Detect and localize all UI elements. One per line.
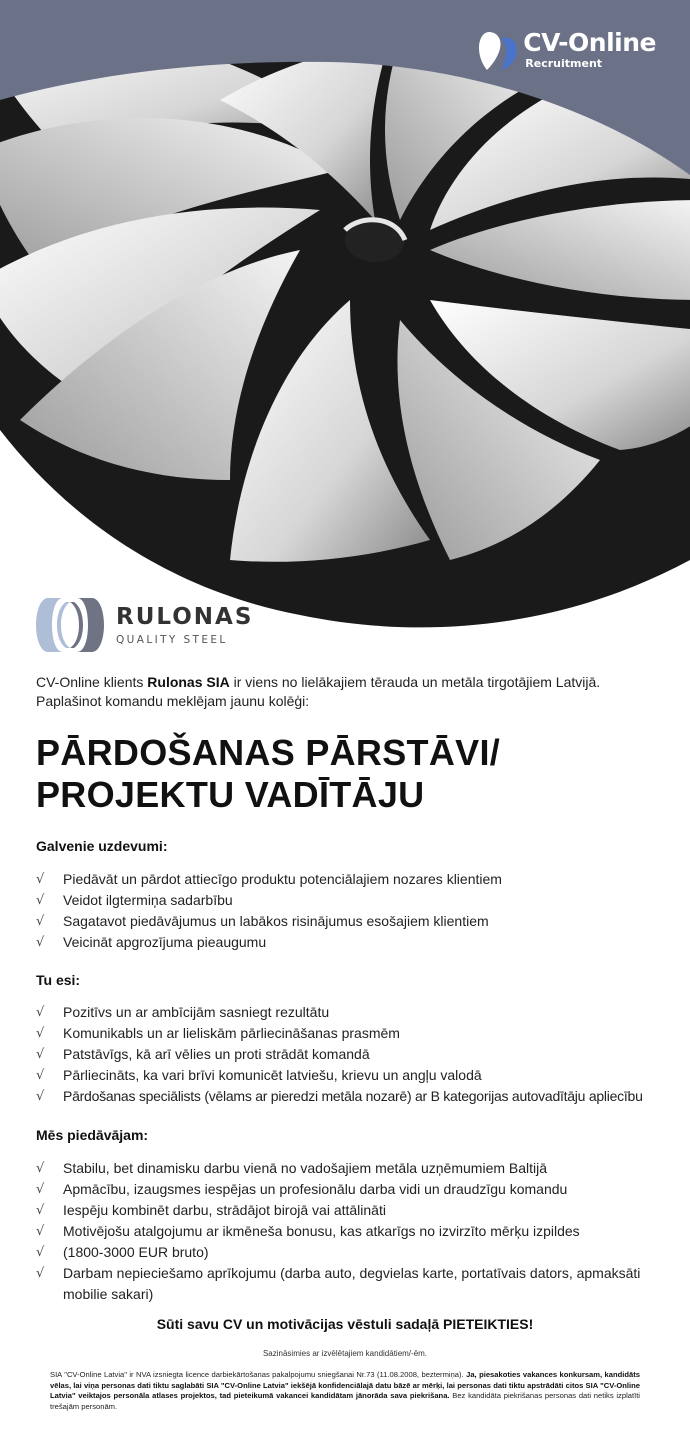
list-item: √ Veicināt apgrozījuma pieaugumu <box>36 932 676 953</box>
check-icon: √ <box>36 935 45 950</box>
check-icon: √ <box>36 872 45 887</box>
legal-notice: SIA "CV-Online Latvia" ir NVA izsniegta licence darbiekārtošanas pakalpojumu sniegšanai Nr.73 (11.08.2008, beztermiņa). Ja, piesakoties vakances konkursam, kandidāts vēlas, lai viņa personas dati tiktu saglabāti SIA "CV-Online Latvia" iekšējā konfidenciālajā datu bāzē ar mērķi, lai personas dati tiktu apstrādāti citos SIA "CV-Online Latvia" veiktajos personāla atlases projektos, tad pieteikumā vakancei kandidātam jānorāda sava piekrišana. Bez kandidāta piekrišanas personas dati netiks izplatīti trešajām personām. <box>50 1370 640 1411</box>
check-icon: √ <box>36 1161 45 1176</box>
check-icon: √ <box>36 1047 45 1062</box>
check-icon: √ <box>36 1266 45 1281</box>
rulonas-mark-icon <box>36 598 104 652</box>
employer-tagline: QUALITY STEEL <box>116 634 228 646</box>
job-title <box>36 732 500 816</box>
list-item: √ Sagatavot piedāvājumus un labākos risinājumus esošajiem klientiem <box>36 911 676 932</box>
section-title-tasks: Galvenie uzdevumi: <box>36 838 168 854</box>
tasks-list <box>36 869 676 953</box>
section-title-offer: Mēs piedāvājam: <box>36 1127 149 1143</box>
intro-line2: Paplašinot komandu meklējam jaunu kolēģi: <box>36 693 310 709</box>
offer-list <box>36 1158 676 1305</box>
check-icon: √ <box>36 1089 45 1104</box>
list-item: √ Veidot ilgtermiņa sadarbību <box>36 890 676 911</box>
check-icon: √ <box>36 1203 45 1218</box>
section-title-profile: Tu esi: <box>36 972 81 988</box>
list-item: √ Motivējošu atalgojumu ar ikmēneša bonusu, kas atkarīgs no izvirzīto mērķu izpildes <box>36 1221 676 1242</box>
list-item: √ Patstāvīgs, kā arī vēlies un proti strādāt komandā <box>36 1044 676 1065</box>
intro-prefix: CV-Online klients <box>36 674 148 690</box>
intro-text <box>36 673 656 711</box>
check-icon: √ <box>36 1182 45 1197</box>
check-icon: √ <box>36 1245 45 1260</box>
intro-company: Rulonas SIA <box>147 674 230 690</box>
abstract-wave-sculpture-image <box>0 0 690 640</box>
employer-logo <box>36 598 253 652</box>
cv-online-mark-icon <box>479 30 519 72</box>
check-icon: √ <box>36 1224 45 1239</box>
hero-banner <box>0 0 690 640</box>
brand-name: CV-Online <box>523 28 656 57</box>
job-title-line1: PĀRDOŠANAS PĀRSTĀVI/ <box>36 732 501 773</box>
profile-list <box>36 1002 676 1107</box>
list-item: √ Piedāvāt un pārdot attiecīgo produktu potenciālajiem nozares klientiem <box>36 869 676 890</box>
intro-suffix: ir viens no lielākajiem tērauda un metāla tirgotājiem Latvijā. <box>229 674 601 690</box>
contact-note: Sazināsimies ar izvēlētajiem kandidātiem/-ēm. <box>262 1349 428 1358</box>
list-item: √ Apmācību, izaugsmes iespējas un profesionālu darba vidi un draudzīgu komandu <box>36 1179 676 1200</box>
list-item: √ Pārdošanas speciālists (vēlams ar pieredzi metāla nozarē) ar B kategorijas autovadītāju apliecību <box>36 1086 676 1107</box>
call-to-action: Sūti savu CV un motivācijas vēstuli sadaļā PIETEIKTIES! <box>156 1316 534 1332</box>
list-item: √ Darbam nepieciešamo aprīkojumu (darba auto, degvielas karte, portatīvais dators, apmaksāti mobilie sakari) <box>36 1265 641 1302</box>
list-item: √ Komunikabls un ar lieliskām pārliecināšanas prasmēm <box>36 1023 676 1044</box>
check-icon: √ <box>36 1005 45 1020</box>
list-item: √ Pārliecināts, ka vari brīvi komunicēt latviešu, krievu un angļu valodā <box>36 1065 676 1086</box>
check-icon: √ <box>36 1068 45 1083</box>
check-icon: √ <box>36 1026 45 1041</box>
list-item: √ Stabilu, bet dinamisku darbu vienā no vadošajiem metāla uzņēmumiem Baltijā <box>36 1158 676 1179</box>
check-icon: √ <box>36 893 45 908</box>
check-icon: √ <box>36 914 45 929</box>
list-item: √ (1800-3000 EUR bruto) <box>36 1242 676 1263</box>
employer-name: RULONAS <box>116 604 254 630</box>
job-title-line2: PROJEKTU VADĪTĀJU <box>36 774 425 815</box>
brand-subtitle: Recruitment <box>525 57 603 70</box>
cv-online-logo[interactable] <box>479 28 656 72</box>
list-item: √ Pozitīvs un ar ambīcijām sasniegt rezultātu <box>36 1002 676 1023</box>
list-item: √ Iespēju kombinēt darbu, strādājot birojā vai attālināti <box>36 1200 676 1221</box>
